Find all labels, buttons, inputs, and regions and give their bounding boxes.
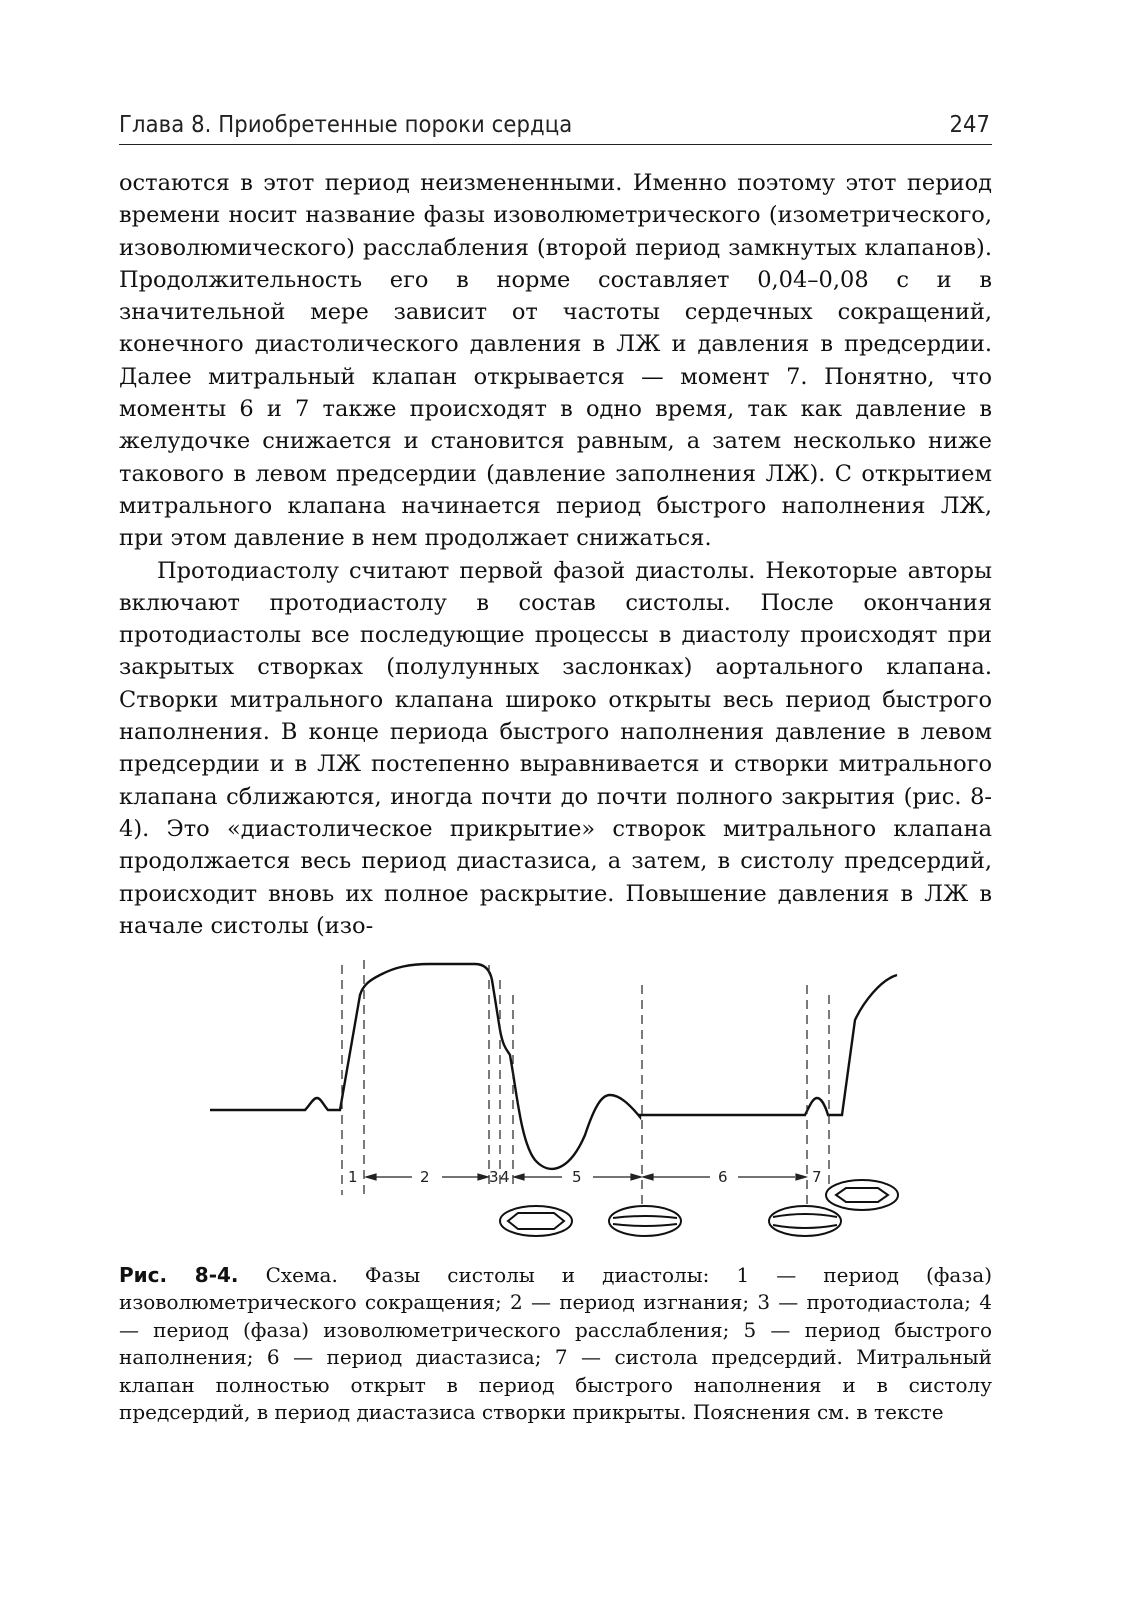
figure-caption — [119, 1262, 992, 1426]
phases-diagram-svg — [200, 955, 920, 1255]
paragraph-2: Протодиастолу считают первой фазой диастолы. Некоторые авторы включают протодиастолу в состав систолы. После окончания протодиастолы все последующие процессы в диастолу происходят при закрытых створках (полулунных заслонках) аортального клапана. Створки митрального клапана широко открыты весь период быстрого наполнения. В конце периода быстрого наполнения давление в левом предсердии и в ЛЖ постепенно выравнивается и створки митрального клапана сближаются, иногда почти до почти полного закрытия (рис. 8-4). Это «диастолическое прикрытие» створок митрального клапана продолжается весь период диастазиса, а затем, в систолу предсердий, происходит вновь их полное раскрытие. Повышение давления в ЛЖ в начале систолы (изо- — [119, 557, 992, 939]
phase-label-7: 7 — [812, 1168, 822, 1186]
arrowhead — [796, 1174, 806, 1180]
arrowhead — [643, 1174, 653, 1180]
body-text — [119, 167, 992, 942]
chapter-title: Глава 8. Приобретенные пороки сердца — [119, 112, 573, 138]
arrowhead — [366, 1174, 376, 1180]
running-header — [119, 104, 992, 145]
ventricular-pressure-curve — [210, 964, 897, 1169]
valve-closed-icon — [609, 1206, 681, 1236]
valve-reopened-icon — [826, 1180, 898, 1210]
valve-semi-closed-icon — [769, 1206, 841, 1236]
phase-label-5: 5 — [572, 1168, 582, 1186]
phase-label-3: 3 — [489, 1168, 499, 1186]
figure-phases-diagram — [200, 955, 920, 1255]
arrowhead — [631, 1174, 641, 1180]
phase-arrows — [366, 1174, 806, 1180]
page-number: 247 — [949, 112, 990, 138]
phase-label-6: 6 — [718, 1168, 728, 1186]
phase-label-2: 2 — [420, 1168, 430, 1186]
phase-label-4: 4 — [500, 1168, 510, 1186]
caption-text: Схема. Фазы систолы и диастолы: 1 — период (фаза) изоволюметрического сокращения; 2 — период изгнания; 3 — протодиастола; 4 — период (фаза) изоволюметрического расслабления; 5 — период быстрого наполнения; 6 — период диастазиса; 7 — систола предсердий. Митральный клапан полностью открыт в период быстрого наполнения и в систолу предсердий, в период диастазиса створки прикрыты. Пояснения см. в тексте — [119, 1263, 992, 1425]
valve-open-icon — [500, 1206, 572, 1236]
figure-label: Рис. 8-4. — [119, 1263, 239, 1287]
arrowhead — [478, 1174, 488, 1180]
phase-label-1: 1 — [348, 1168, 358, 1186]
paragraph-1: остаются в этот период неизмененными. Именно поэтому этот период времени носит название фазы изоволюметрического (изометрического, изоволюмического) расслабления (второй период замкнутых клапанов). Продолжительность его в норме составляет 0,04–0,08 с и в значительной мере зависит от частоты сердечных сокращений, конечного диастолического давления в ЛЖ и давления в предсердии. Далее митральный клапан открывается — момент 7. Понятно, что моменты 6 и 7 также происходят в одно время, так как давление в желудочке снижается и становится равным, а затем несколько ниже такового в левом предсердии (давление заполнения ЛЖ). С открытием митрального клапана начинается период быстрого наполнения ЛЖ, при этом давление в нем продолжает снижаться. — [119, 170, 992, 552]
phase-boundaries — [342, 960, 829, 1205]
arrowhead — [514, 1174, 524, 1180]
